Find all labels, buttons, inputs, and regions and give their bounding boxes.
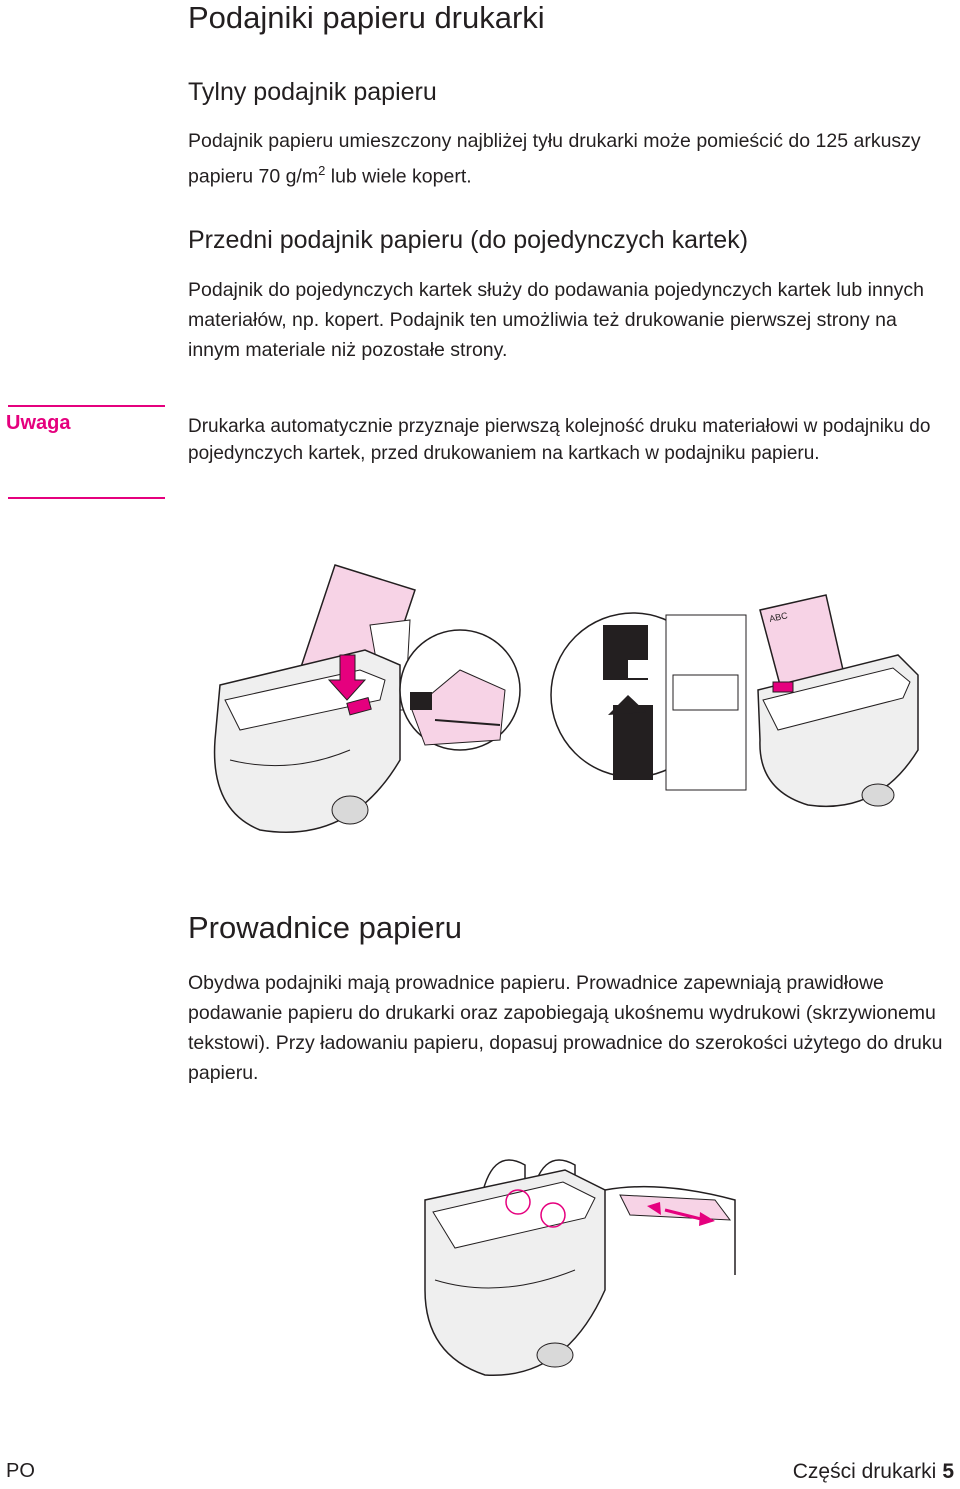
note-label: Uwaga (6, 412, 71, 434)
sheet-corner (628, 660, 650, 678)
rear-tray-text-superscript: 2 (318, 163, 326, 178)
envelope-icon (613, 705, 653, 780)
hp-logo-icon (410, 692, 432, 710)
guides-text: Obydwa podajniki mają prowadnice papieru. Prowadnice zapewniają prawidłowe podawanie papieru do drukarki oraz zapobiegają ukośnemu wydrukowi (skrzywionemu tekstowi). Przy ładowaniu papieru, dopasuj prowadnice do szerokości użytego do druku papieru. (188, 972, 943, 1084)
front-tray-illustration (548, 590, 938, 820)
rear-tray-heading: Tylny podajnik papieru (188, 78, 437, 106)
front-tray-text: Podajnik do pojedynczych kartek służy do podawania pojedynczych kartek lub innych materiałów, np. kopert. Podajnik ten umożliwia też drukowanie pierwszej strony na innym materiale niż pozostałe strony. (188, 279, 925, 361)
note-rule-top (8, 405, 165, 407)
guides-heading: Prowadnice papieru (188, 910, 463, 945)
rear-tray-illustration (200, 560, 530, 850)
guides-illustration (415, 1140, 745, 1385)
printer-base (332, 796, 368, 824)
note-text: Drukarka automatycznie przyznaje pierwszą kolejność druku materiałowi w podajniku do pojedynczych kartek, przed drukowaniem na kartkach w podajniku papieru. (188, 416, 931, 464)
page-title: Podajniki papieru drukarki (188, 0, 545, 35)
footer-section-title: Części drukarki (792, 1460, 937, 1483)
footer-section (793, 1460, 954, 1484)
rear-tray-text-end: lub wiele kopert. (325, 165, 472, 188)
zoom-slot (666, 615, 746, 790)
zoom-paper-3 (620, 1195, 730, 1220)
envelope-guide (773, 682, 793, 692)
page-number: 5 (942, 1460, 954, 1483)
note-rule-bottom (8, 497, 165, 499)
printer-base-2 (862, 784, 894, 806)
rear-tray-text-main: Podajnik papieru umieszczony najbliżej tyłu drukarki może pomieścić do 125 arkuszy papieru 70 g/m (188, 130, 921, 188)
front-tray-heading: Przedni podajnik papieru (do pojedynczych kartek) (188, 226, 749, 254)
rear-tray-text (188, 126, 953, 192)
printer-base-3 (537, 1343, 573, 1367)
footer-language: PO (6, 1460, 35, 1482)
envelope-label: ABC (768, 610, 789, 624)
